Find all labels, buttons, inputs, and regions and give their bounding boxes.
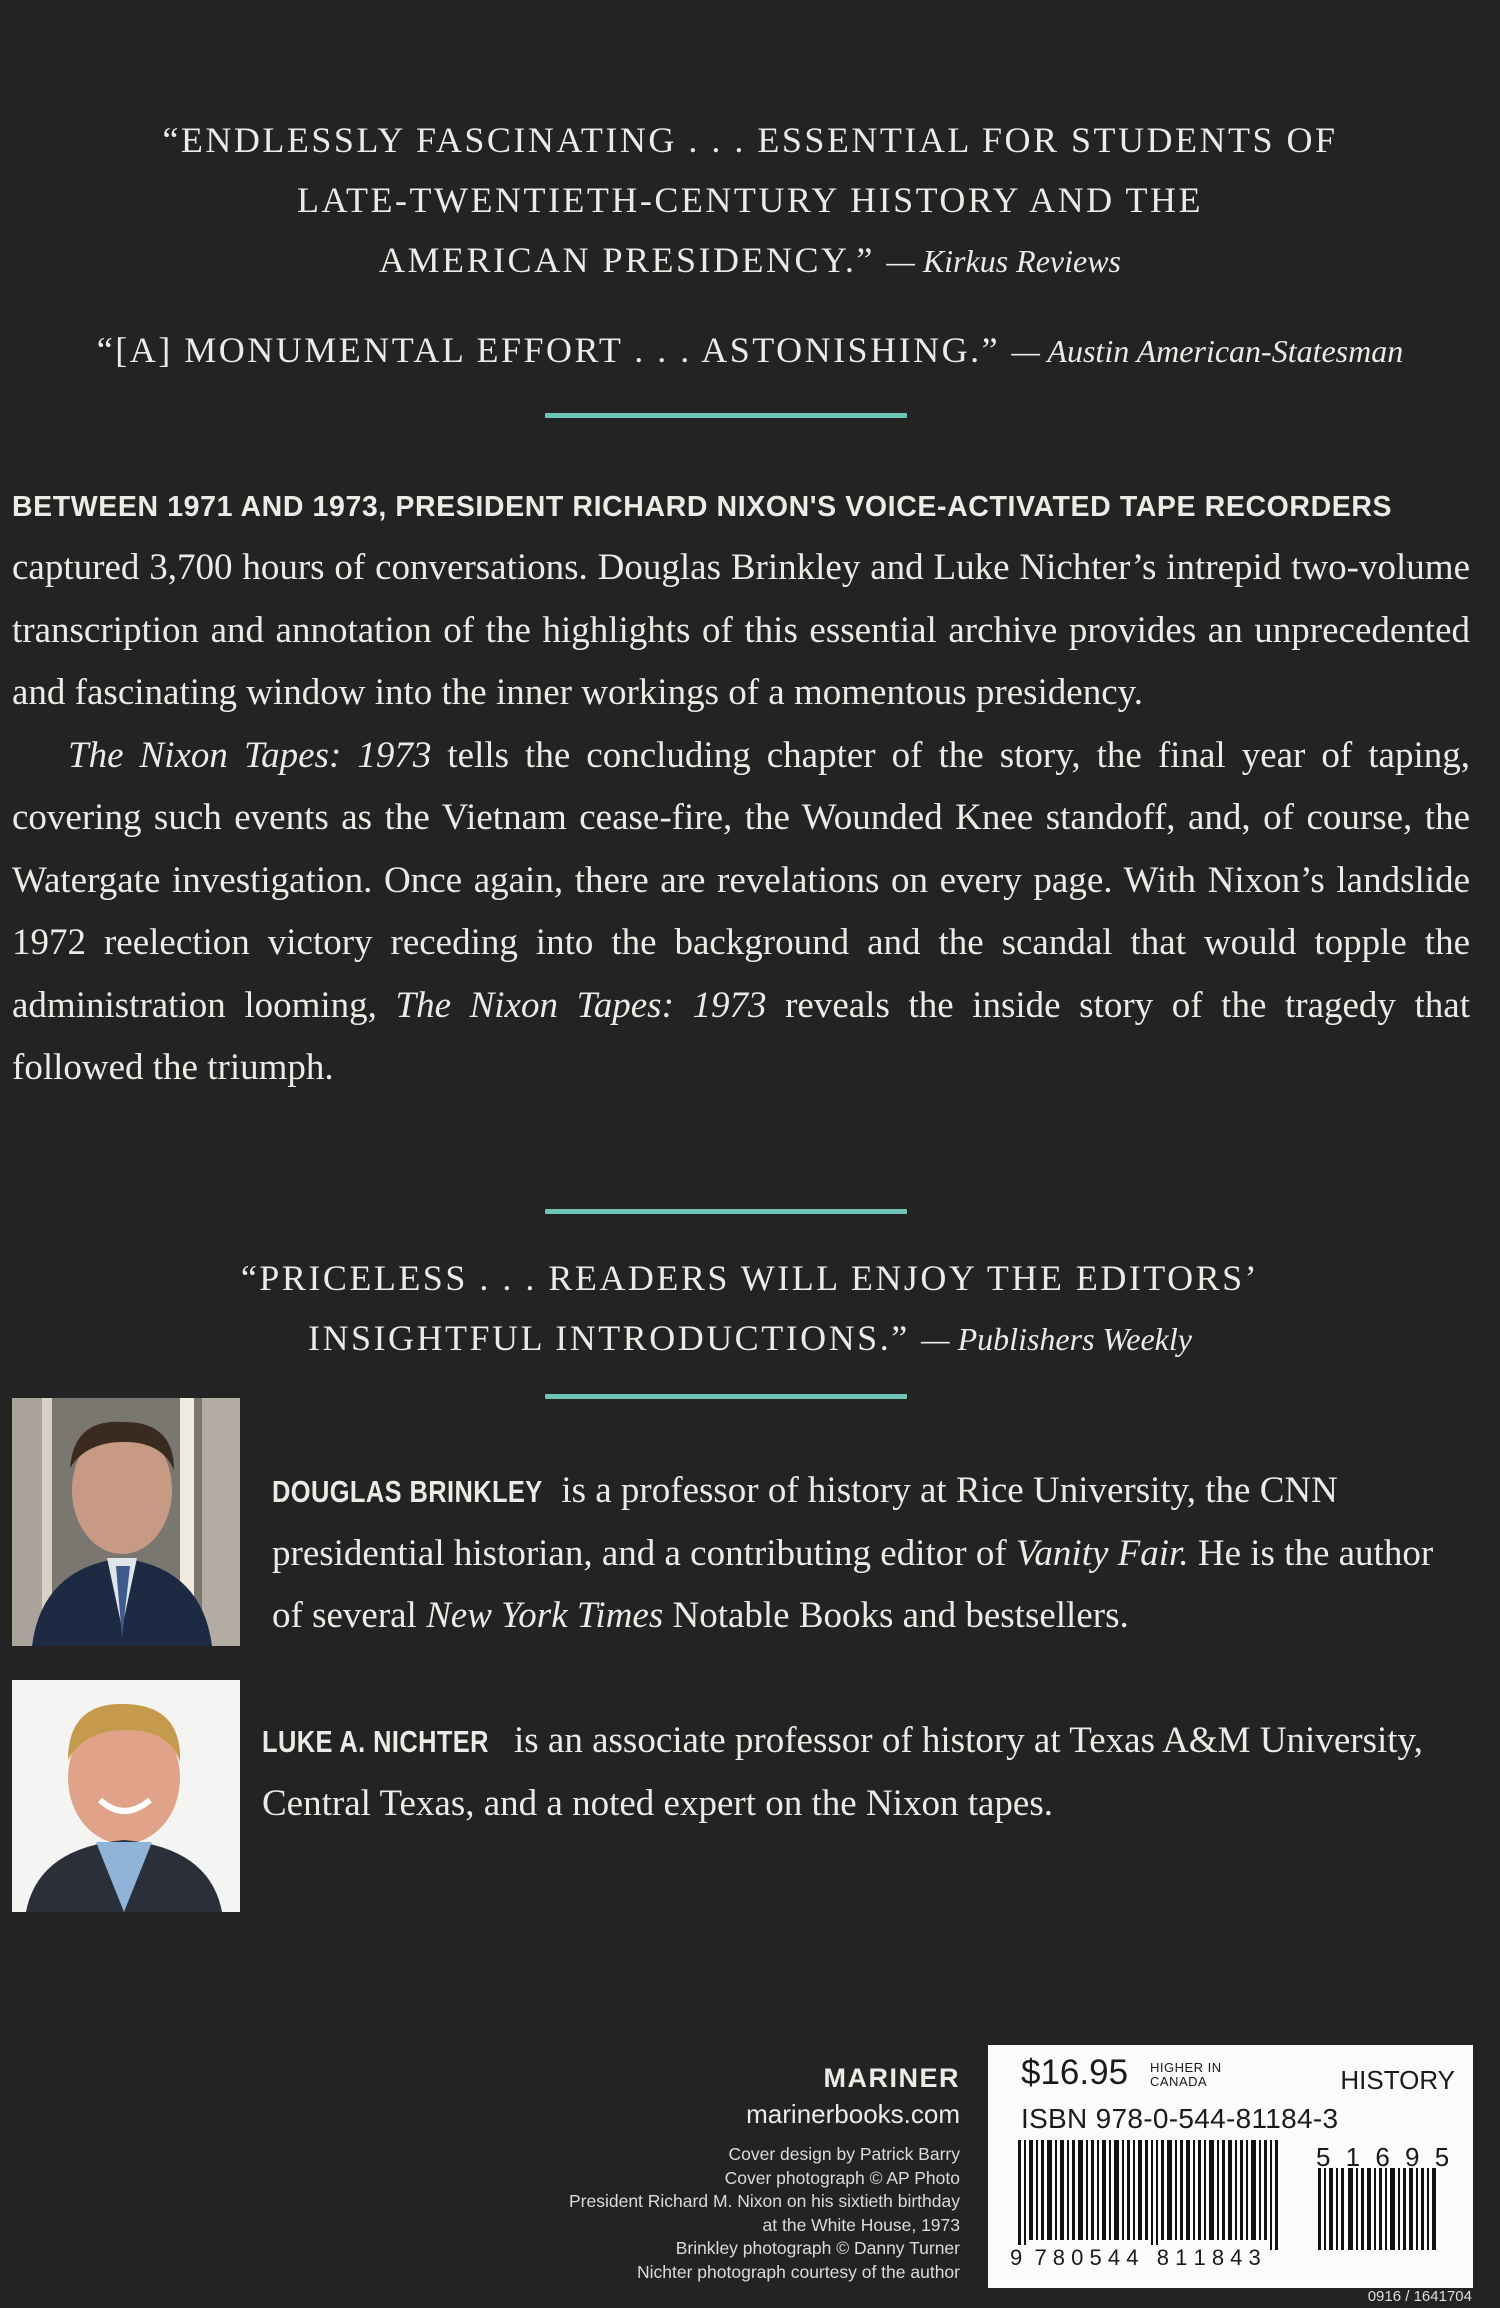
- quote-kirkus-line3: AMERICAN PRESIDENCY.”: [378, 240, 875, 280]
- price-note: [1150, 2061, 1222, 2089]
- description-paragraph-2-end: reveals the inside story of the tragedy that followed the triumph.: [12, 984, 1470, 1088]
- quote-pw-source: — Publishers Weekly: [921, 1321, 1192, 1357]
- description-lead: BETWEEN 1971 AND 1973, PRESIDENT RICHARD NIXON'S VOICE-ACTIVATED TAPE RECORDERS: [12, 491, 1393, 523]
- quote-kirkus-line1: “ENDLESSLY FASCINATING . . . ESSENTIAL FOR STUDENTS OF: [162, 120, 1338, 160]
- quote-kirkus-line2: LATE-TWENTIETH-CENTURY HISTORY AND THE: [297, 180, 1203, 220]
- publisher-website[interactable]: marinerbooks.com: [746, 2099, 960, 2129]
- credit-line: at the White House, 1973: [762, 2214, 960, 2235]
- credit-line: President Richard M. Nixon on his sixtieth birthday: [568, 2191, 960, 2212]
- book-description: [12, 477, 1470, 1100]
- category: HISTORY: [1340, 2065, 1455, 2095]
- publisher-block: [560, 2060, 960, 2132]
- price: $16.95: [1021, 2053, 1129, 2092]
- cover-credits: [440, 2143, 960, 2285]
- quote-publishers-weekly: [0, 1248, 1500, 1369]
- print-code: 0916 / 1641704: [1367, 2288, 1472, 2305]
- portrait-nichter-image: [12, 1680, 240, 1912]
- photo-luke-nichter: [12, 1680, 240, 1912]
- author-name-brinkley: DOUGLAS BRINKLEY: [272, 1474, 543, 1509]
- bio-brinkley-vanity-fair: Vanity Fair.: [1015, 1533, 1189, 1574]
- price-note-line1: HIGHER IN: [1150, 2060, 1222, 2075]
- photo-douglas-brinkley: [12, 1398, 240, 1646]
- barcode-digits: 9 7 8 0 5 4 4 8 1 1 8 4 3: [1010, 2245, 1261, 2270]
- quote-pw-line2-wrap: [0, 1308, 1500, 1369]
- portrait-brinkley-image: [12, 1398, 240, 1646]
- isbn: ISBN 978-0-544-81184-3: [1021, 2103, 1339, 2134]
- author-name-nichter: LUKE A. NICHTER: [262, 1724, 489, 1759]
- quote-pw-line1: “PRICELESS . . . READERS WILL ENJOY THE EDITORS’: [240, 1258, 1260, 1298]
- barcode-addon-digits: 5 1 6 9 5: [1316, 2142, 1454, 2172]
- divider-rule-middle: [545, 1209, 907, 1214]
- credit-line: Brinkley photograph © Danny Turner: [675, 2238, 960, 2259]
- barcode-box: [988, 2045, 1473, 2288]
- quote-pw-line2: INSIGHTFUL INTRODUCTIONS.”: [308, 1318, 910, 1358]
- bio-brinkley-text-c: Notable Books and bestsellers.: [663, 1595, 1129, 1636]
- quote-kirkus-source: — Kirkus Reviews: [886, 243, 1121, 279]
- publisher-name: MARINER: [823, 2063, 960, 2093]
- bio-brinkley-text-b: He is the author of several: [272, 1533, 1434, 1636]
- description-paragraph-2-text: tells the concluding chapter of the story, the final year of taping, covering such events as the Vietnam cease-fire, the Wounded Knee standoff, and, of course, the Watergate investigation. Once again, there are revelations on every page. With Nixon’s landslide 1972 reelection victory receding into the background and the scandal that would topple the administration looming,: [12, 734, 1470, 1026]
- bio-luke-nichter: [262, 1710, 1472, 1835]
- description-paragraph-1: captured 3,700 hours of conversations. Douglas Brinkley and Luke Nichter’s intrepid two-volume transcription and annotation of the highlights of this essential archive provides an unprecedented and fascinating window into the inner workings of a momentous presidency.: [12, 547, 1470, 713]
- price-note-line2: CANADA: [1150, 2074, 1208, 2089]
- quote-kirkus-line3-wrap: [0, 230, 1500, 291]
- book-title-italic-2: The Nixon Tapes: 1973: [395, 984, 767, 1026]
- credit-line: Cover photograph © AP Photo: [724, 2167, 960, 2188]
- quote-austin-source: — Austin American-Statesman: [1011, 333, 1404, 369]
- credit-line: Nichter photograph courtesy of the author: [637, 2261, 960, 2282]
- quote-kirkus: [0, 110, 1500, 291]
- bio-brinkley-nyt: New York Times: [426, 1595, 664, 1636]
- book-title-italic: The Nixon Tapes: 1973: [68, 734, 432, 776]
- divider-rule-top: [545, 413, 907, 418]
- description-paragraph-2: [12, 725, 1470, 1100]
- bio-brinkley-text-a: is a professor of history at Rice University, the CNN presidential historian, and a contributing editor of: [272, 1470, 1338, 1574]
- quote-austin-text: “[A] MONUMENTAL EFFORT . . . ASTONISHING.”: [96, 330, 1001, 370]
- divider-rule-bottom: [545, 1394, 907, 1399]
- quote-austin: [0, 320, 1500, 381]
- credit-line: Cover design by Patrick Barry: [728, 2144, 960, 2164]
- bio-nichter-text: is an associate professor of history at Texas A&M University, Central Texas, and a noted expert on the Nixon tapes.: [262, 1720, 1423, 1824]
- bio-douglas-brinkley: [272, 1460, 1472, 1647]
